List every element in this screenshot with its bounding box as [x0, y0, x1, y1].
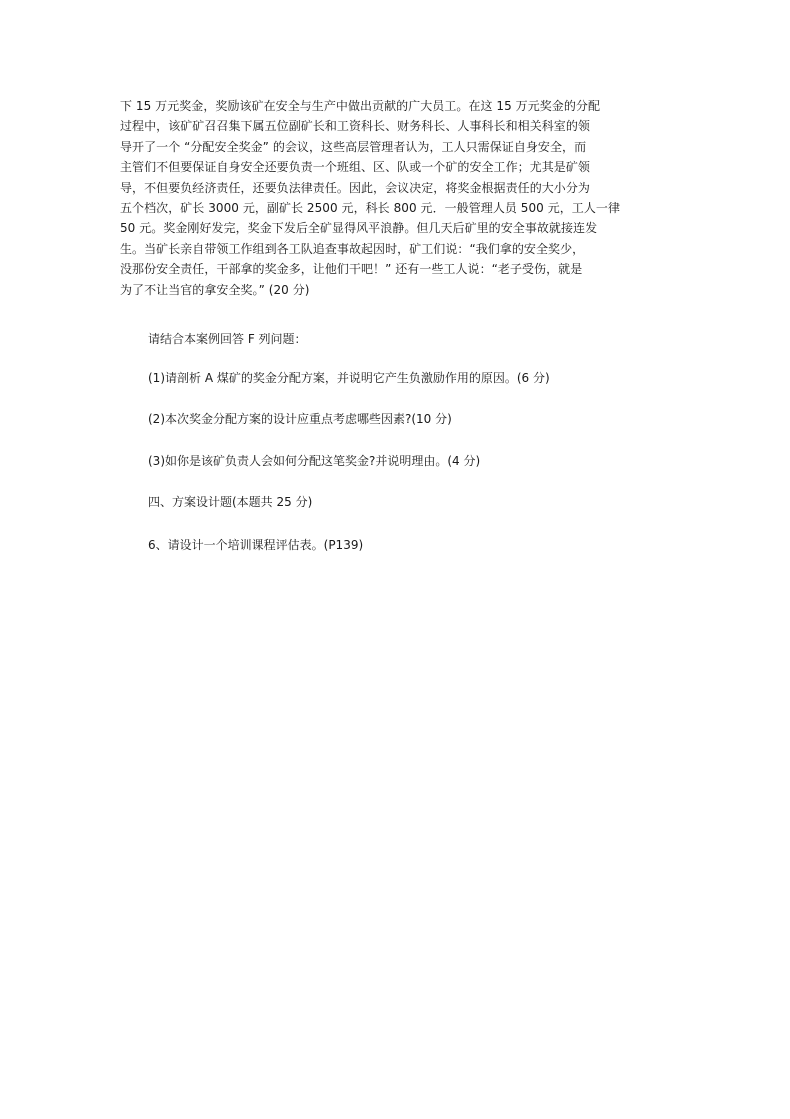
paragraph-line: 50 元。奖金刚好发完，奖金下发后全矿显得风平浪静。但几天后矿里的安全事故就接连发 [120, 221, 598, 236]
case-study-paragraph [120, 96, 680, 300]
question-1: (1)请剖析 A 煤矿的奖金分配方案，并说明它产生负激励作用的原因。(6 分) [148, 371, 550, 385]
question-6: 6、请设计一个培训课程评估表。(P139) [148, 538, 364, 552]
paragraph-line: 过程中，该矿矿召召集下属五位副矿长和工资科长、财务科长、人事科长和相关科室的领 [120, 119, 590, 134]
paragraph-line: 导，不但要负经济责任，还要负法律责任。因此，会议决定，将奖金根据责任的大小分为 [120, 180, 590, 195]
paragraph-line: 生。当矿长亲自带领工作组到各工队追查事故起因时，矿工们说：“我们拿的安全奖少， [120, 241, 585, 256]
paragraph-line: 五个档次，矿长 3000 元，副矿长 2500 元，科长 800 元．一般管理人员 500 元，工人一律 [120, 200, 621, 215]
paragraph-line: 主管们不但要保证自身安全还要负责一个班组、区、队或一个矿的安全工作；尤其是矿领 [120, 160, 590, 175]
paragraph-line: 没那份安全责任，干部拿的奖金多，让他们干吧！” 还有一些工人说：“老子受伤，就是 [120, 262, 583, 277]
paragraph-line: 为了不让当官的拿安全奖。” (20 分) [120, 282, 310, 297]
paragraph-line: 导开了一个 “分配安全奖金” 的会议，这些高层管理者认为，工人只需保证自身安全，而 [120, 139, 587, 154]
paragraph-line: 下 15 万元奖金，奖励该矿在安全与生产中做出贡献的广大员工。在这 15 万元奖金的分配 [120, 99, 600, 113]
question-intro: 请结合本案例回答 F 列问题： [148, 332, 307, 346]
section-heading: 四、方案设计题(本题共 25 分) [148, 495, 313, 509]
question-2: (2)本次奖金分配方案的设计应重点考虑哪些因素?(10 分) [148, 412, 452, 426]
question-3: (3)如你是该矿负责人会如何分配这笔奖金?并说明理由。(4 分) [148, 454, 481, 468]
